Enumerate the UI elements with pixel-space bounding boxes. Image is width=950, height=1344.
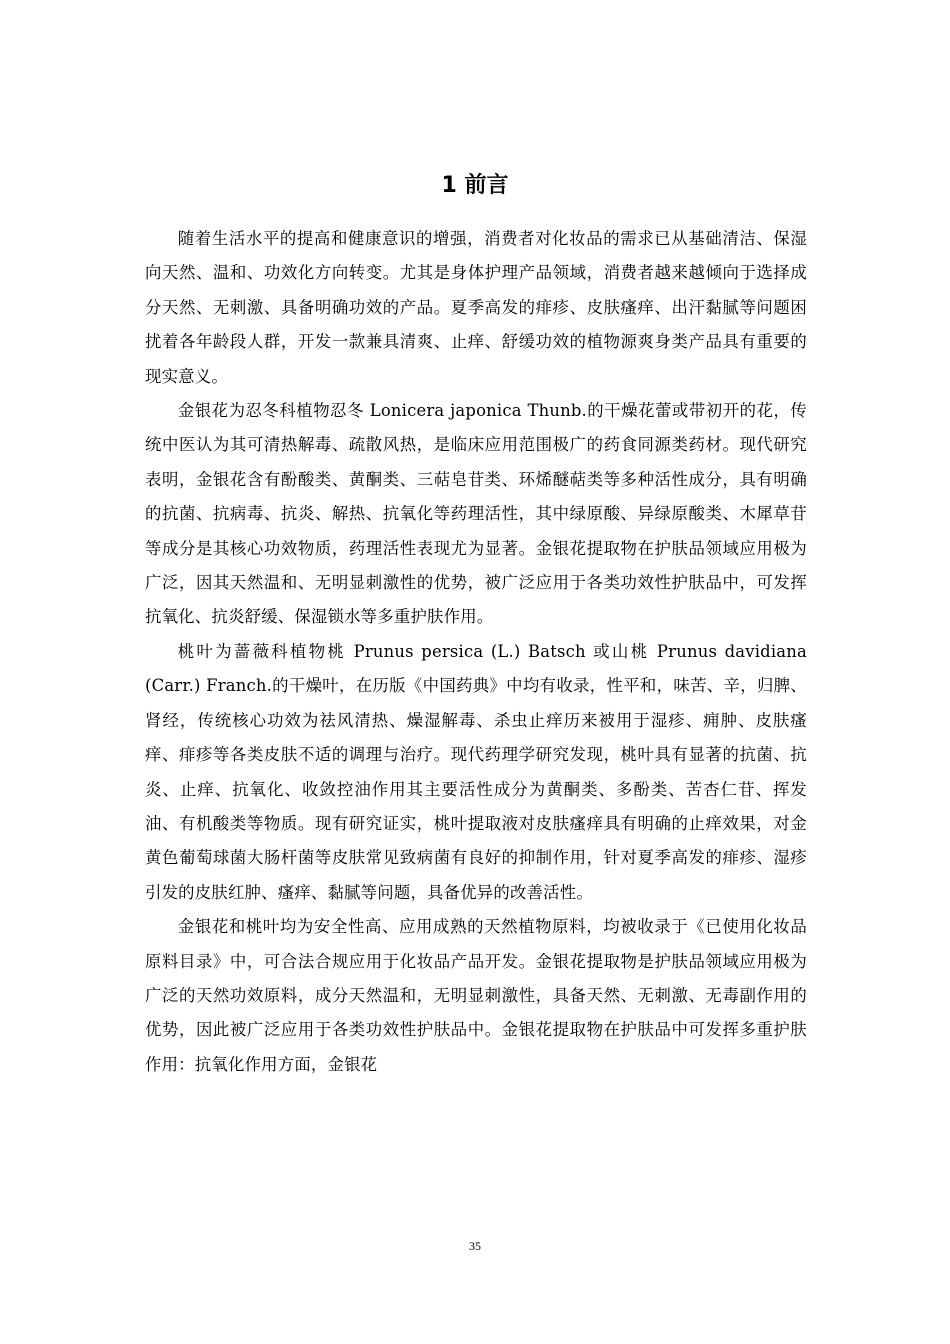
section-title: 1 前言 bbox=[441, 173, 509, 198]
body-text bbox=[145, 222, 807, 1082]
paragraph-honeysuckle: 金银花为忍冬科植物忍冬 Lonicera japonica Thunb.的干燥花蕾或带初开的花，传统中医认为其可清热解毒、疏散风热，是临床应用范围极广的药食同源类药材。现代研究表明，金银花含有酚酸类、黄酮类、三萜皂苷类、环烯醚萜类等多种活性成分，具有明确的抗菌、抗病毒、抗炎、解热、抗氧化等药理活性，其中绿原酸、异绿原酸类、木犀草苷等成分是其核心功效物质，药理活性表现尤为显著。金银花提取物在护肤品领域应用极为广泛，因其天然温和、无明显刺激性的优势，被广泛应用于各类功效性护肤品中，可发挥抗氧化、抗炎舒缓、保湿锁水等多重护肤作用。 bbox=[145, 401, 807, 627]
paragraph-peach-leaf: 桃叶为蔷薇科植物桃 Prunus persica (L.) Batsch 或山桃 Prunus davidiana (Carr.) Franch.的干燥叶，在历版《中国药典》中均有收录，性平和，味苦、辛，归脾、肾经，传统核心功效为祛风清热、燥湿解毒、杀虫止痒历来被用于湿疹、痈肿、皮肤瘙痒、痱疹等各类皮肤不适的调理与治疗。现代药理学研究发现，桃叶具有显著的抗菌、抗炎、止痒、抗氧化、收敛控油作用其主要活性成分为黄酮类、多酚类、苦杏仁苷、挥发油、有机酸类等物质。现有研究证实，桃叶提取液对皮肤瘙痒具有明确的止痒效果，对金黄色葡萄球菌大肠杆菌等皮肤常见致病菌有良好的抑制作用，针对夏季高发的痱疹、湿疹引发的皮肤红肿、瘙痒、黏腻等问题，具备优异的改善活性。 bbox=[145, 641, 807, 902]
paragraph-intro: 随着生活水平的提高和健康意识的增强，消费者对化妆品的需求已从基础清洁、保湿向天然、温和、功效化方向转变。尤其是身体护理产品领域，消费者越来越倾向于选择成分天然、无刺激、具备明确功效的产品。夏季高发的痱疹、皮肤瘙痒、出汗黏腻等问题困扰着各年龄段人群，开发一款兼具清爽、止痒、舒缓功效的植物源爽身类产品具有重要的现实意义。 bbox=[145, 229, 807, 386]
paragraph-raw-materials: 金银花和桃叶均为安全性高、应用成熟的天然植物原料，均被收录于《已使用化妆品原料目录》中，可合法合规应用于化妆品产品开发。金银花提取物是护肤品领域应用极为广泛的天然功效原料，成分天然温和，无明显刺激性，具备天然、无刺激、无毒副作用的优势，因此被广泛应用于各类功效性护肤品中。金银花提取物在护肤品中可发挥多重护肤作用：抗氧化作用方面，金银花 bbox=[145, 917, 807, 1074]
page-number: 35 bbox=[469, 1239, 481, 1253]
